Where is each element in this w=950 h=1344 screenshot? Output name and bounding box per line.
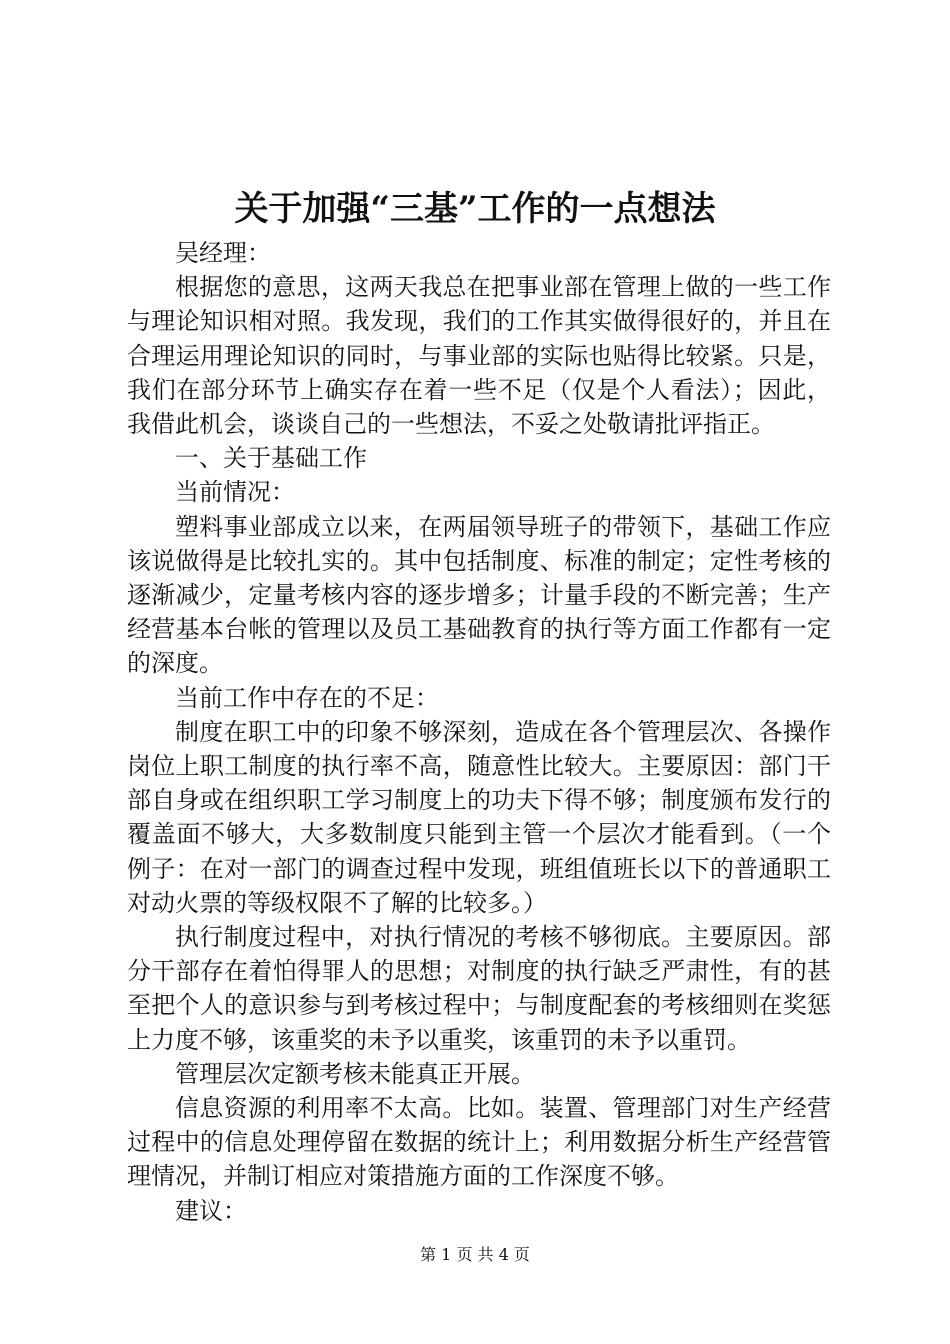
document-body <box>127 236 831 1228</box>
subheading-suggestions: 建议： <box>175 1196 247 1225</box>
shortcoming-paragraph-4: 信息资源的利用率不太高。比如。装置、管理部门对生产经营过程中的信息处理停留在数据的统计上；利用数据分析生产经营管理情况，并制订相应对策措施方面的工作深度不够。 <box>127 1094 831 1191</box>
shortcoming-paragraph-3: 管理层次定额考核未能真正开展。 <box>175 1059 535 1088</box>
current-situation-paragraph: 塑料事业部成立以来，在两届领导班子的带领下，基础工作应该说做得是比较扎实的。其中包括制度、标准的制定；定性考核的逐渐减少，定量考核内容的逐步增多；计量手段的不断完善；生产经营基本台帐的管理以及员工基础教育的执行等方面工作都有一定的深度。 <box>127 512 831 678</box>
shortcoming-paragraph-2: 执行制度过程中，对执行情况的考核不够彻底。主要原因。部分干部存在着怕得罪人的思想；对制度的执行缺乏严肃性，有的甚至把个人的意识参与到考核过程中；与制度配套的考核细则在奖惩上力度不够，该重奖的未予以重奖，该重罚的未予以重罚。 <box>127 923 831 1054</box>
document-title: 关于加强“三基”工作的一点想法 <box>234 189 716 229</box>
subheading-current-situation: 当前情况： <box>175 478 295 507</box>
section-heading: 一、关于基础工作 <box>175 444 367 473</box>
shortcoming-paragraph-1: 制度在职工中的印象不够深刻，造成在各个管理层次、各操作岗位上职工制度的执行率不高，随意性比较大。主要原因：部门干部自身或在组织职工学习制度上的功夫下得不够；制度颁布发行的覆盖面不够大，大多数制度只能到主管一个层次才能看到。（一个例子：在对一部门的调查过程中发现，班组值班长以下的普通职工对动火票的等级权限不了解的比较多。） <box>127 717 831 917</box>
page-number-footer: 第 1 页 共 4 页 <box>420 1245 530 1264</box>
intro-paragraph: 根据您的意思，这两天我总在把事业部在管理上做的一些工作与理论知识相对照。我发现，我们的工作其实做得很好的，并且在合理运用理论知识的同时，与事业部的实际也贴得比较紧。只是，我们在部分环节上确实存在着一些不足（仅是个人看法）；因此，我借此机会，谈谈自己的一些想法，不妥之处敬请批评指正。 <box>127 273 831 439</box>
salutation: 吴经理： <box>175 239 271 267</box>
subheading-shortcomings: 当前工作中存在的不足： <box>175 683 439 712</box>
